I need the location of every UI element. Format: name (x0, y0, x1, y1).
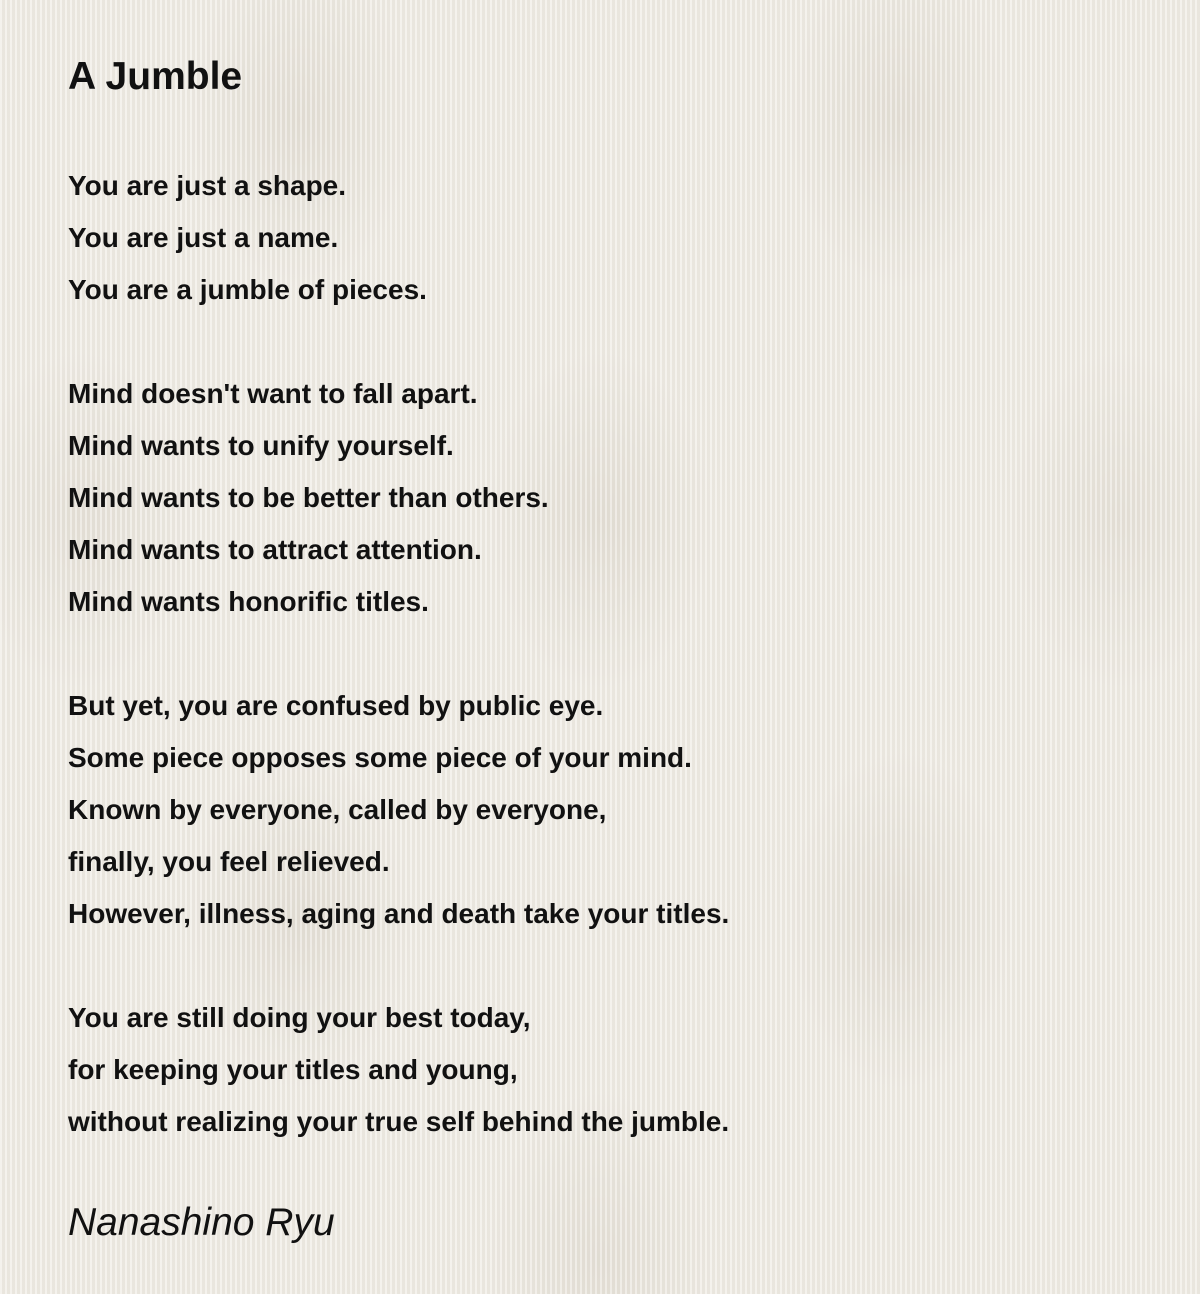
stanza-2 (68, 368, 1148, 628)
poem-line: However, illness, aging and death take your titles. (68, 898, 730, 929)
poem-line: Mind doesn't want to fall apart. (68, 378, 478, 409)
poem-line: But yet, you are confused by public eye. (68, 690, 604, 721)
poem-line: You are just a shape. (68, 170, 347, 201)
poem-line: Some piece opposes some piece of your mind. (68, 742, 692, 773)
stanza-4 (68, 992, 1148, 1148)
poem-line: Mind wants to be better than others. (68, 482, 549, 513)
poem-title: A Jumble (68, 55, 243, 98)
poem-line: finally, you feel relieved. (68, 846, 390, 877)
poem-line: Mind wants to attract attention. (68, 534, 482, 565)
stanza-1 (68, 160, 1148, 316)
poem-line: Mind wants to unify yourself. (68, 430, 454, 461)
poem-body (68, 160, 1148, 1148)
poem-line: without realizing your true self behind the jumble. (68, 1106, 730, 1137)
poem-line: You are still doing your best today, (68, 1002, 531, 1033)
poem-line: You are just a name. (68, 222, 339, 253)
stanza-3 (68, 680, 1148, 940)
poem-line: You are a jumble of pieces. (68, 274, 427, 305)
poem-line: for keeping your titles and young, (68, 1054, 518, 1085)
poem-line: Known by everyone, called by everyone, (68, 794, 607, 825)
poem-line: Mind wants honorific titles. (68, 586, 429, 617)
poem-author: Nanashino Ryu (68, 1201, 335, 1244)
poem-page (68, 54, 1148, 1246)
